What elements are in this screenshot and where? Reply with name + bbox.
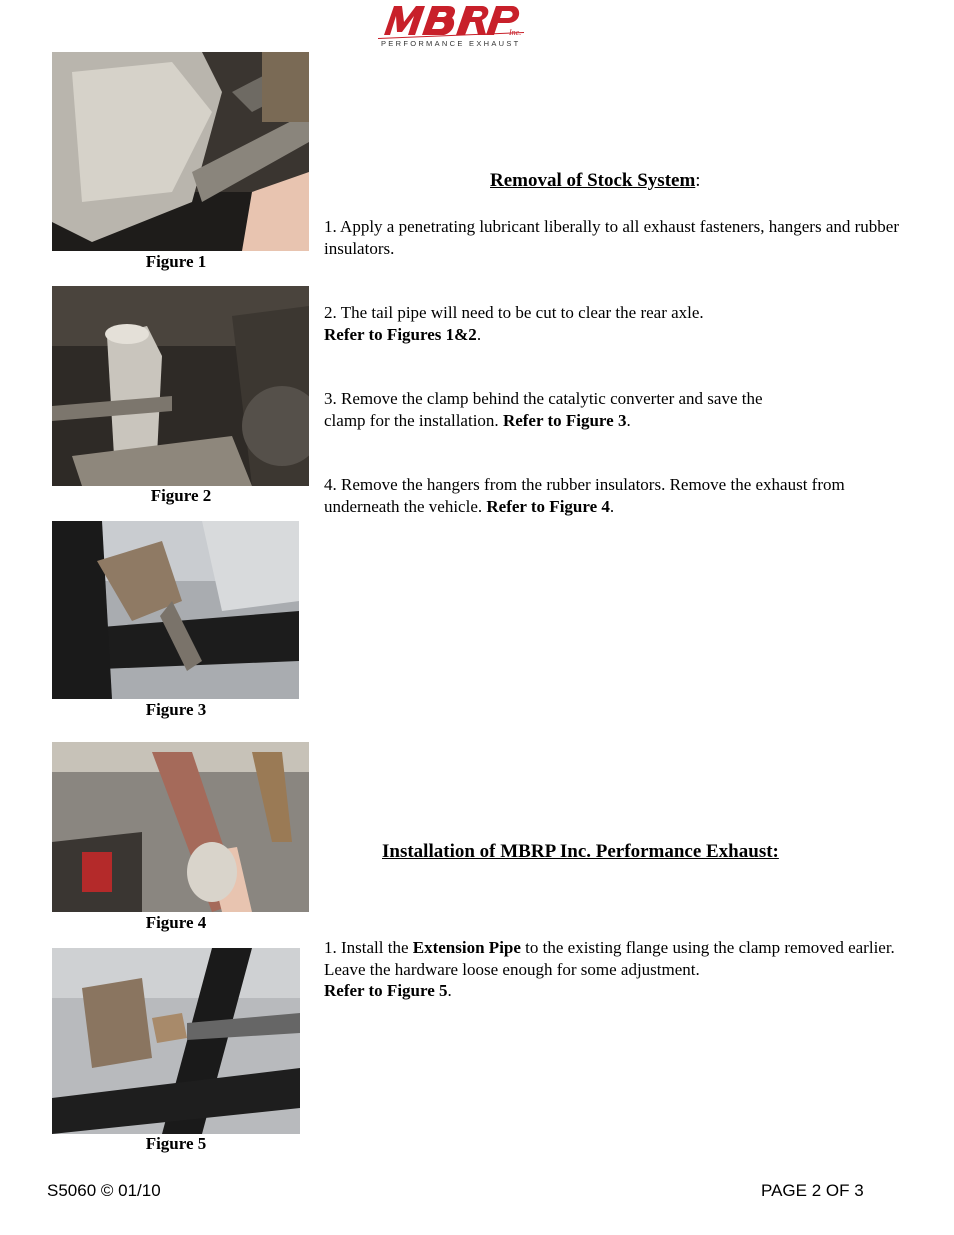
step-4-ref: Refer to Figure 4 — [486, 496, 610, 516]
removal-step-4 — [324, 474, 909, 517]
removal-heading-colon: : — [695, 170, 701, 191]
figure-5-caption: Figure 5 — [145, 1134, 207, 1153]
step-1-text: 1. Apply a penetrating lubricant liberally to all exhaust fasteners, hangers and rubber insulators. — [324, 217, 899, 258]
figure-2-caption: Figure 2 — [150, 486, 212, 505]
removal-heading-text: Removal of Stock System — [490, 170, 696, 191]
step-2-end: . — [476, 324, 482, 344]
footer-page-number: PAGE 2 OF 3 — [761, 1181, 864, 1200]
step-4-end: . — [609, 496, 615, 516]
step-3-end: . — [626, 410, 631, 430]
install-step-1-pre: 1. Install the — [324, 938, 413, 957]
figure-4-caption: Figure 4 — [145, 913, 207, 932]
figure-1-photo — [52, 52, 309, 251]
install-step-1-bold: Extension Pipe — [412, 938, 521, 957]
figure-4-photo — [52, 742, 309, 912]
footer-doc-code: S5060 © 01/10 — [47, 1181, 161, 1200]
removal-step-3 — [324, 388, 909, 431]
logo-suffix: Inc. — [509, 28, 522, 37]
figure-5-photo — [52, 948, 300, 1134]
figure-2-photo — [52, 286, 309, 486]
figure-3-caption: Figure 3 — [145, 700, 207, 719]
install-step-1-post: to the existing flange using the clamp removed earlier. Leave the hardware loose enough for some adjustment. — [324, 938, 895, 979]
logo-tagline: PERFORMANCE EXHAUST — [381, 39, 521, 48]
step-2-ref: Refer to Figures 1&2 — [324, 324, 477, 344]
install-step-1-end: . — [447, 981, 452, 1001]
removal-heading — [490, 170, 701, 192]
mbrp-logo-graphic — [376, 2, 528, 48]
step-3-text-a: 3. Remove the clamp behind the catalytic converter and save the — [324, 389, 763, 408]
figure-1-caption: Figure 1 — [145, 252, 207, 271]
installation-heading: Installation of MBRP Inc. Performance Exhaust: — [382, 841, 779, 862]
step-4-text: 4. Remove the hangers from the rubber insulators. Remove the exhaust from underneath the vehicle. — [324, 475, 845, 516]
removal-step-1 — [324, 216, 909, 259]
step-3-ref: Refer to Figure 3 — [502, 410, 627, 430]
installation-step-1 — [324, 937, 909, 1002]
install-step-1-ref: Refer to Figure 5 — [324, 981, 448, 1001]
step-2-text: 2. The tail pipe will need to be cut to clear the rear axle. — [324, 303, 704, 322]
mbrp-logo — [376, 2, 528, 48]
figure-3-photo — [52, 521, 299, 699]
removal-step-2 — [324, 302, 909, 345]
step-3-text-b: clamp for the installation. — [324, 410, 503, 430]
